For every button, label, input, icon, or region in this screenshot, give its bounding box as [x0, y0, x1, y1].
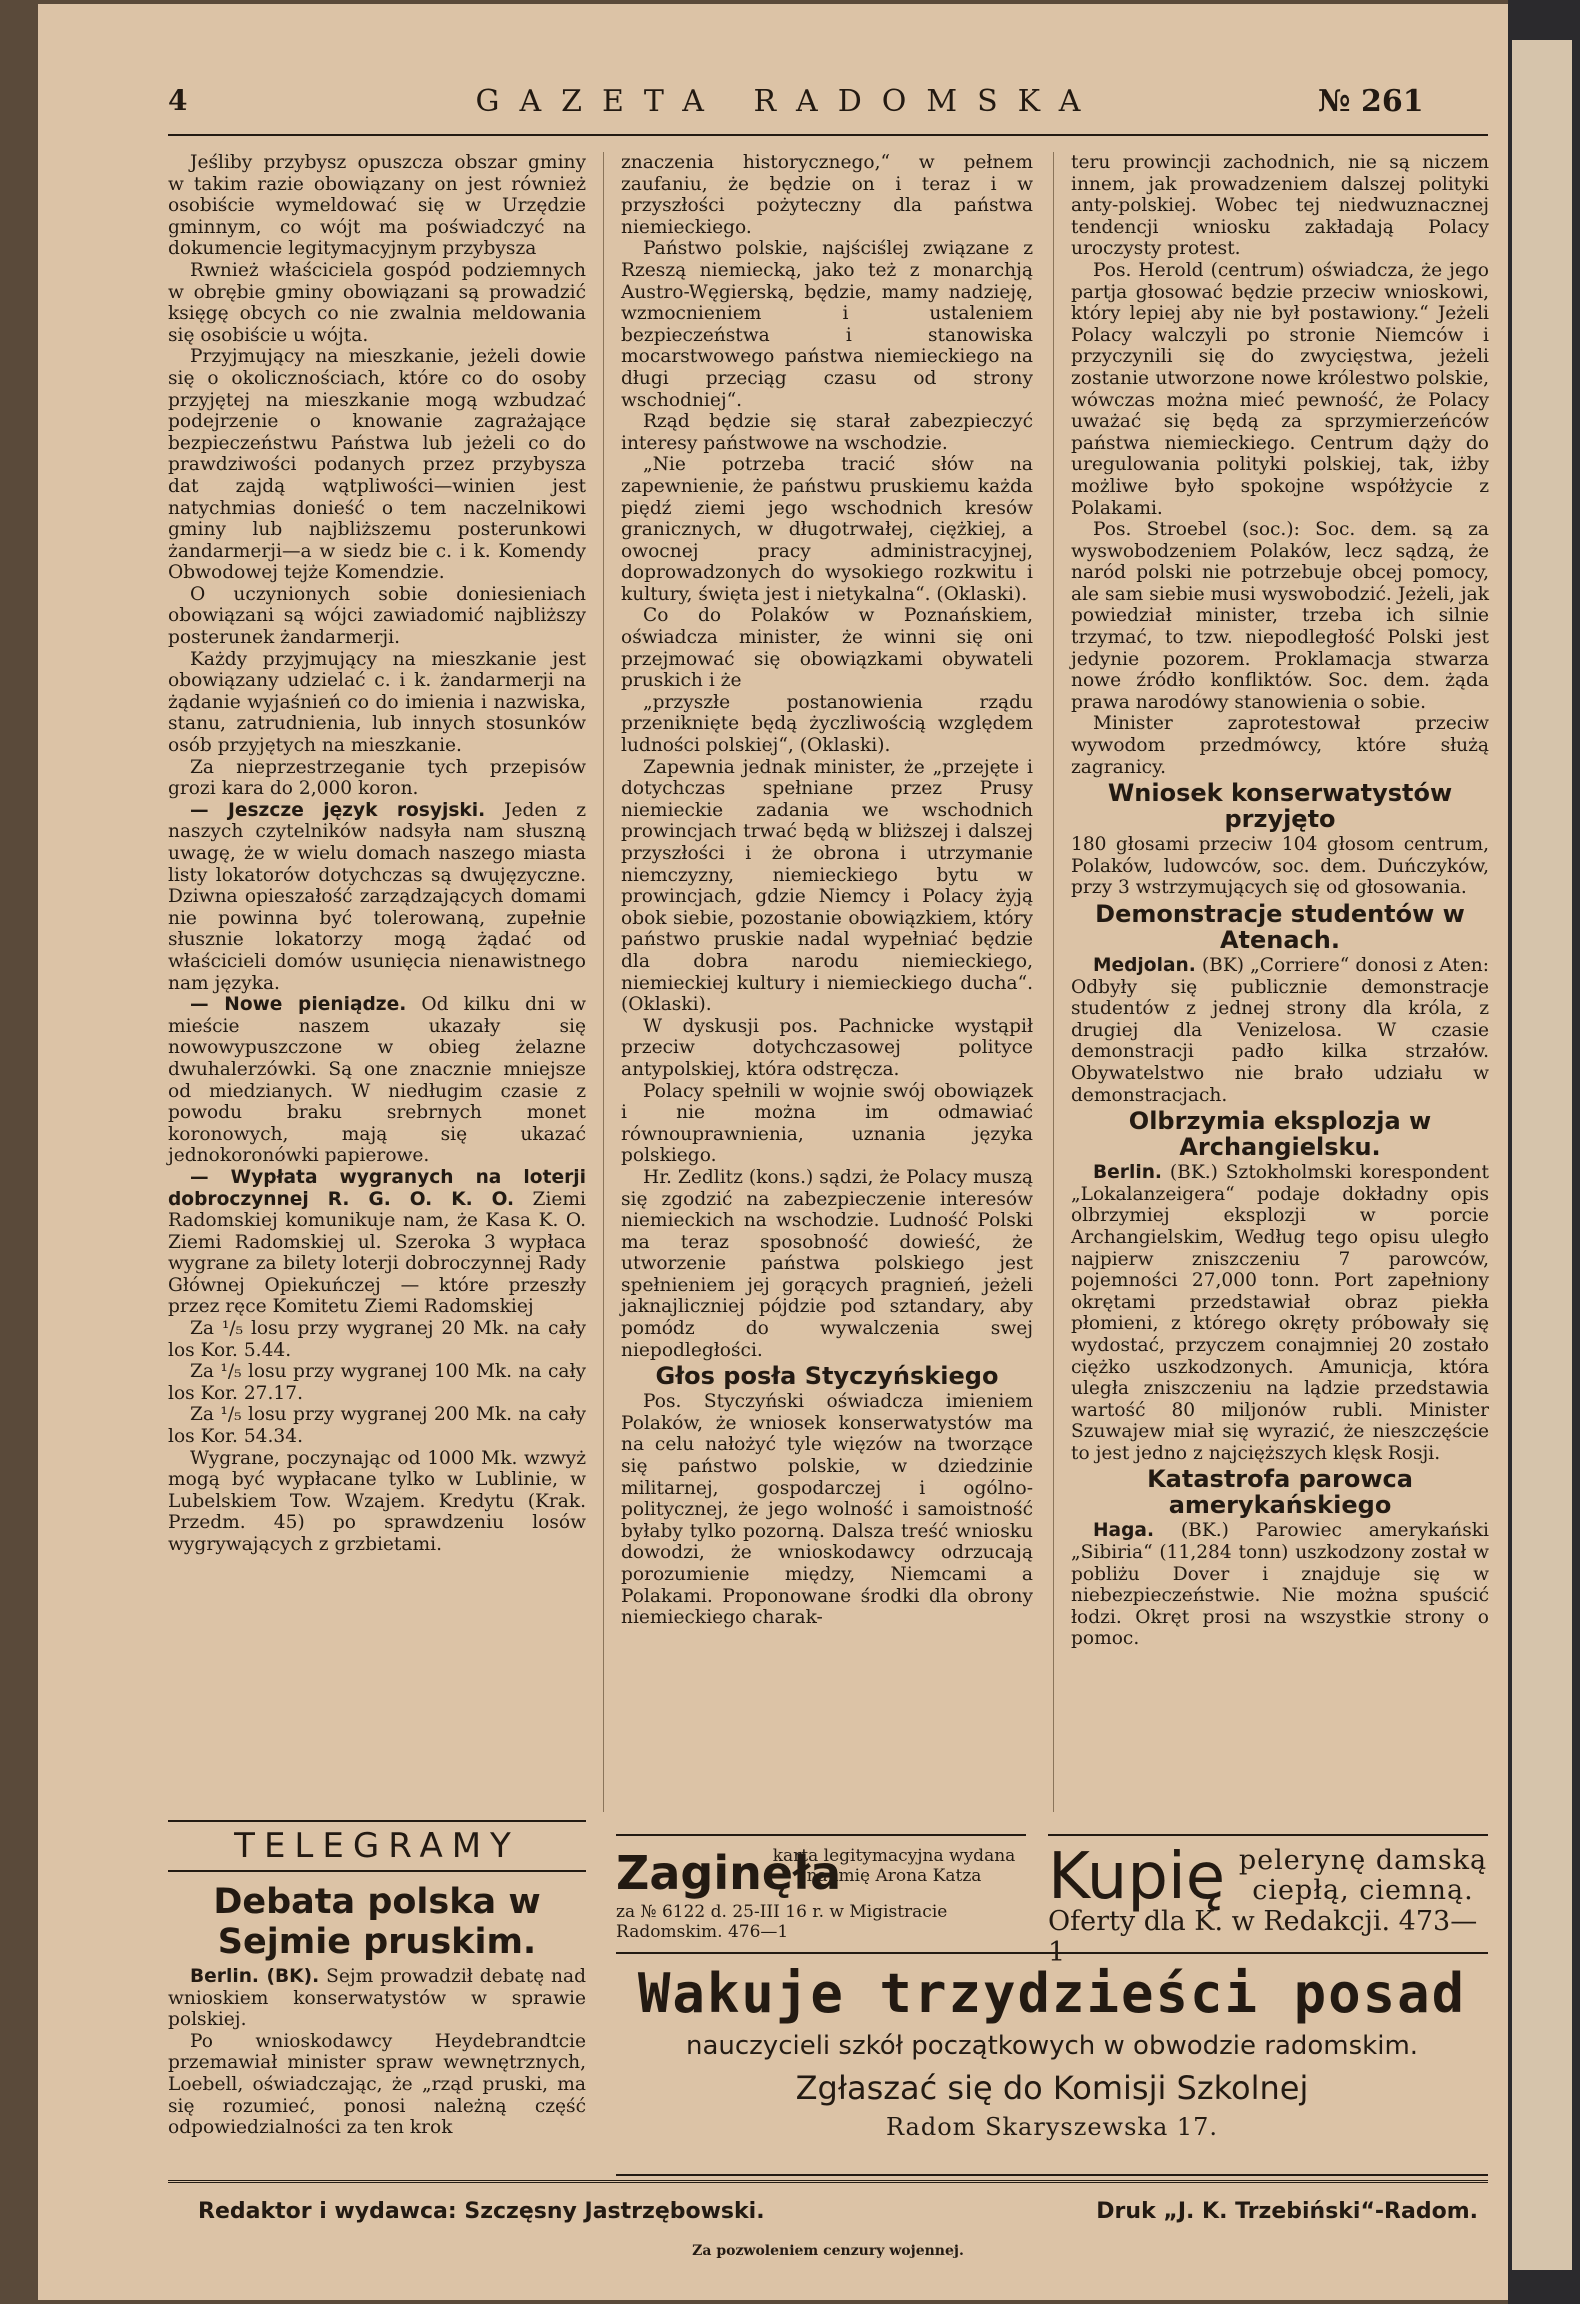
paragraph: O uczynionych sobie doniesieniach obowiązani są wójci zawiadomić najbliższy posterunek żandarmerji. [168, 583, 586, 649]
ad-text: pelerynę damską ciepłą, ciemną. [1238, 1845, 1488, 1906]
paragraph-text: (BK.) Sztokholmski korespondent „Lokalanzeigera“ podaje dokładny opis olbrzymiej eksplozji w porcie Archangielskim, Według tego opisu uległo najpierw zniszczeniu 7 parowców, pojemności 27,000 tonn. Port zapełniony okrętami przedstawiał obraz piekła płomieni, z którego okręty próbowały się wydostać, przyczem conajmniej 20 zostało ciężko uszkodzonych. Amunicja, która uległa zniszczeniu na lądzie przedstawia wartość 80 miljonów rubli. Minister Szuwajew miał się wyrazić, że nieszczęście to jest jedno z najcięższych klęsk Rosji. [1071, 1162, 1489, 1464]
news-item-head: — Nowe pieniądze. [190, 994, 407, 1016]
column-divider [1053, 152, 1054, 1812]
lottery-line: Za ¹/₅ losu przy wygranej 200 Mk. na cały los Kor. 54.34. [168, 1404, 586, 1448]
paragraph-text: (BK.) Parowiec amerykański „Sibiria“ (11,284 tonn) uszkodzony został w pobliżu Dover i znajduje się w niebezpieczeństwie. Nie można spuścić łodzi. Okręt prosi na wszystkie strony o pomoc. [1071, 1520, 1489, 1650]
dateline: Berlin. (BK). [190, 1966, 320, 1987]
paragraph [168, 800, 586, 994]
headline: Demonstracje studentów w Atenach. [1095, 900, 1465, 954]
column-2 [621, 152, 1033, 1629]
ad-text: nauczycieli szkół początkowych w obwodzie radomskim. [685, 2031, 1419, 2061]
paragraph-text: (BK) „Corriere“ donosi z Aten: Odbyły się publicznie demonstracje studentów z jednej strony dla króla, z drugiej dla Venizelosa. W czasie demonstracji padło kilka strzałów. Obywatelstwo nie brało udziału w demonstracjach. [1071, 955, 1489, 1106]
paragraph: Hr. Zedlitz (kons.) sądzi, że Polacy muszą się zgodzić na zabezpieczenie interesów niemieckich na wschodzie. Ludność Polski ma teraz sposobność dowieść, że utworzenie państwa polskiego jest spełnieniem jej gorących pragnień, jeżeli jaknajliczniej pójdzie pod sztandary, aby pomódz do wywalczenia swej niepodległości. [621, 1166, 1033, 1361]
paragraph: Rwnież właściciela gospód podziemnych w obrębie gminy obowiązani są prowadzić księgę obcych co nie zwalnia meldowania się osobiście u wójta. [168, 259, 586, 346]
paragraph [1071, 955, 1489, 1106]
lottery-line: Za ¹/₅ losu przy wygranej 20 Mk. na cały los Kor. 5.44. [168, 1318, 586, 1361]
paragraph: 180 głosami przeciw 104 głosom centrum, Polaków, ludowców, soc. dem. Duńczyków, przy 3 wstrzymujących się od głosowania. [1071, 834, 1489, 899]
paragraph: Państwo polskie, najściślej związane z Rzeszą niemiecką, jako też z monarchją Austro-Węgierską, będzie, mamy nadzieję, wzmocnieniem i ustaleniem bezpieczeństwa i stanowiska mocarstwowego państwa niemieckiego na długi przeciąg czasu od strony wschodniej“. [621, 238, 1033, 411]
paragraph-text: Sejm prowadził debatę nad wnioskiem konserwatystów w sprawie polskiej. [168, 1966, 586, 2031]
headline: Debata polska w Sejmie pruskim. [213, 1882, 541, 1962]
masthead-title: GAZETA RADOMSKA [475, 84, 1101, 119]
column-1 [168, 152, 586, 1556]
headline: Katastrofa parowca amerykańskiego [1147, 1465, 1413, 1520]
header-rule [168, 134, 1488, 136]
page-number: 4 [168, 84, 188, 117]
ad-will-buy [1048, 1834, 1488, 1968]
lottery-line: Za ¹/₅ losu przy wygranej 100 Mk. na cały los Kor. 27.17. [168, 1361, 586, 1404]
ad-headline: Zaginęła [616, 1846, 842, 1900]
dateline: Haga. [1093, 1520, 1155, 1542]
ad-text: Oferty dla K. w Redakcji. 473—1 [1048, 1906, 1478, 1968]
dateline: Berlin. [1093, 1162, 1163, 1184]
ad-headline: Kupię [1048, 1840, 1226, 1914]
ad-lost-card [616, 1834, 1026, 1942]
ad-text: Zgłaszać się do Komisji Szkolnej [795, 2069, 1309, 2107]
article-body [168, 1966, 586, 2139]
column-3 [1071, 152, 1489, 1650]
page-footer [168, 2180, 1488, 2259]
paragraph: Rząd będzie się starał zabezpieczyć interesy państwowe na wschodzie. [621, 411, 1033, 454]
paragraph: Co do Polaków w Poznańskiem, oświadcza minister, że winni się oni przejmować się obowiązkami obywateli pruskich i że [621, 605, 1033, 692]
newspaper-page [38, 4, 1508, 2300]
paragraph: Za nieprzestrzeganie tych przepisów grozi kara do 2,000 koron. [168, 756, 586, 800]
paragraph [1071, 1520, 1489, 1650]
column-divider [603, 152, 604, 1812]
paragraph: „przyszłe postanowienia rządu przeniknięte będą życzliwością względem ludności polskiej“, (Oklaski). [621, 691, 1033, 757]
paragraph [1071, 1162, 1489, 1464]
paragraph: teru prowincji zachodnich, nie są niczem innem, jak prowadzeniem dalszej polityki anty-polskiej. Wobec tej niedwuznacznej tendencji wniosku zakładają Polacy uroczysty protest. [1071, 152, 1489, 260]
censorship-note: Za pozwoleniem cenzury wojennej. [692, 2243, 964, 2259]
paragraph [168, 994, 586, 1167]
paragraph: znaczenia historycznego,“ w pełnem zaufaniu, że będzie on i teraz i w przyszłości pożyteczny dla państwa niemieckiego. [621, 152, 1033, 238]
ad-address: Radom Skaryszewska 17. [885, 2113, 1219, 2141]
paragraph: W dyskusji pos. Pachnicke wystąpił przeciw dotychczasowej polityce antypolskiej, która odstręcza. [621, 1015, 1033, 1080]
paragraph: Pos. Stroebel (soc.): Soc. dem. są za wyswobodzeniem Polaków, lecz sądzą, że naród polski nie potrzebuje obcej pomocy, ale sam siebie musi wyswobodzić. Jeżeli, jak powiedział minister, trzeba ich silnie trzymać, to tzw. niepodległość Polski jest jedynie pozorem. Proklamacja stwarza nowe źródło konfliktów. Soc. dem. żąda prawa narodówy stanowienia o sobie. [1071, 519, 1489, 713]
news-item-text: Od kilku dni w mieście naszem ukazały się nowowypuszczone w obieg żelazne dwuhalerzówki. Są one znacznie mniejsze od miedzianych. W niedługim czasie z powodu braku srebrnych monet koronowych, mają się ukazać jednokoronówki papierowe. [168, 994, 586, 1167]
paragraph: Pos. Herold (centrum) oświadcza, że jego partja głosować będzie przeciw wnioskowi, który lepiej aby nie był postawiony.“ Jeżeli Polacy walczyli po stronie Niemców i przyczynili się do zwycięstwa, jeżeli zostanie utworzone nowe królestwo polskie, wówczas można mieć pewność, że Polacy uważać się będą za sprzymierzeńców państwa niemieckiego. Centrum dąży do uregulowania polityki polskiej, tak, iżby możliwe było spokojne współżycie z Polakami. [1071, 259, 1489, 519]
news-item-text: Ziemi Radomskiej komunikuje nam, że Kasa K. O. Ziemi Radomskiej ul. Szeroka 3 wypłaca wygrane za bilety loterji dobroczynnej Rady Głównej Opiekuńczej — które przeszły przez ręce Komitetu Ziemi Radomskiej [168, 1188, 586, 1318]
paragraph: Pos. Styczyński oświadcza imieniem Polaków, że wniosek konserwatystów ma na celu nałożyć tyle więzów na tworzące się państwo polskie, w dziedzinie militarnej, gospodarczej i ogólno-politycznej, że jego wolność i samoistność byłaby tylko pozorną. Dalsza treść wniosku dowodzi, że wnioskodawcy odrzucają porozumienie między, Niemcami a Polakami. Proponowane środki dla obrony niemieckiego charak- [621, 1391, 1033, 1629]
paragraph: Jeśliby przybysz opuszcza obszar gminy w takim razie obowiązany on jest również osobiście wymeldować się w Urzędzie gminnym, co wójt ma poświadczyć na dokumencie legitymacyjnym przybysza [168, 152, 586, 260]
news-item-text: Jeden z naszych czytelników nadsyła nam słuszną uwagę, że w wielu domach naszego miasta listy lokatorów dotychczas są dwujęzyczne. Dziwna opieszałość zarządzających domami nie powinna być tolerowaną, zupełnie słusznie lokatorzy mogą żądać od właścicieli domów usunięcia nienawistnego nam języka. [168, 799, 587, 994]
dateline: Medjolan. [1093, 955, 1196, 976]
editor-credit: Redaktor i wydawca: Szczęsny Jastrzębowski. [198, 2199, 765, 2224]
paragraph [168, 1966, 586, 2031]
paragraph: Przyjmujący na mieszkanie, jeżeli dowie się o okolicznościach, które co do osoby przyjętej na mieszkanie mogą wzbudzać podejrzenie o knowanie zagrażające bezpieczeństwu Państwa lub jeżeli co do prawdziwości podanych przez przybysza dat zajdą wątpliwości—winien jest natychmias donieść o tem naczelnikowi gminy lub najbliższemu posterunkowi żandarmerji—a w siedz bie c. i k. Komendy Obwodowej tejże Komendzie. [168, 346, 586, 584]
binding-tab [1512, 40, 1572, 2270]
section-heading: TELEGRAMY [168, 1820, 586, 1872]
news-item-head: — Wypłata wygranych na loterji dobroczynnej R. G. O. K. O. [168, 1166, 586, 1210]
telegramy-section [168, 1820, 586, 2139]
ad-text: karta legitymacyjna wydana na imię Arona Katza [772, 1846, 1016, 1886]
paragraph: „Nie potrzeba tracić słów na zapewnienie, że państwu pruskiemu każda piędź ziemi jego wschodnich kresów granicznych, w długotrwałej, ciężkiej, a owocnej pracy administracyjnej, doprowadzonych do wysokiego rozkwitu i kultury, święta jest i nietykalna“. (Oklaski). [621, 454, 1033, 605]
ad-teacher-vacancies [616, 1952, 1488, 2176]
paragraph: Zapewnia jednak minister, że „przejęte i dotychczas spełniane przez Prusy niemieckie zadania we wschodnich prowincjach trwać będą w bliższej i dalszej przyszłości i że obrona i utrzymanie niemczyzny, niemieckiego bytu w prowincjach, gdzie Niemcy i Polacy żyją obok siebie, pozostanie obowiązkiem, który państwo pruskie nadal wypełniać będzie dla dobra narodu niemieckiego, niemieckiej kultury i niemieckiego ducha“. (Oklaski). [621, 756, 1033, 1016]
headline: Wniosek konserwatystów przyjęto [1107, 779, 1453, 834]
paragraph: Minister zaprotestował przeciw wywodom przedmówcy, które służą zagranicy. [1071, 713, 1489, 778]
paragraph: Wygrane, poczynając od 1000 Mk. wzwyż mogą być wypłacane tylko w Lublinie, w Lubelskiem Tow. Wzajem. Kredytu (Krak. Przedm. 45) po sprawdzeniu losów wygrywających z grzbietami. [168, 1447, 586, 1555]
paragraph: Polacy spełnili w wojnie swój obowiązek i nie można im odmawiać równouprawnienia, uznania języka polskiego. [621, 1080, 1033, 1167]
ad-headline: Wakuje trzydzieści posad [637, 1962, 1467, 2025]
printer-credit: Druk „J. K. Trzebiński“-Radom. [1096, 2199, 1478, 2224]
headline: Olbrzymia eksplozja w Archangielsku. [1128, 1107, 1432, 1162]
paragraph: Po wnioskodawcy Heydebrandtcie przemawiał minister spraw wewnętrznych, Loebell, oświadczając, że „rząd pruski, ma się rozumieć, ponosi należną część odpowiedzialności za ten krok [168, 2030, 586, 2139]
issue-number: № 261 [1318, 84, 1424, 119]
paragraph [168, 1167, 586, 1318]
paragraph: Każdy przyjmujący na mieszkanie jest obowiązany udzielać c. i k. żandarmerji na żądanie wyjaśnień co do imienia i nazwiska, stanu, zatrudnienia, lub innych stosunków osób przyjętych na mieszkanie. [168, 648, 586, 757]
ad-text: za № 6122 d. 25-III 16 r. w Migistracie Radomskim. 476—1 [616, 1902, 948, 1942]
news-item-head: — Jeszcze język rosyjski. [190, 799, 486, 821]
headline: Głos posła Styczyńskiego [655, 1362, 999, 1391]
